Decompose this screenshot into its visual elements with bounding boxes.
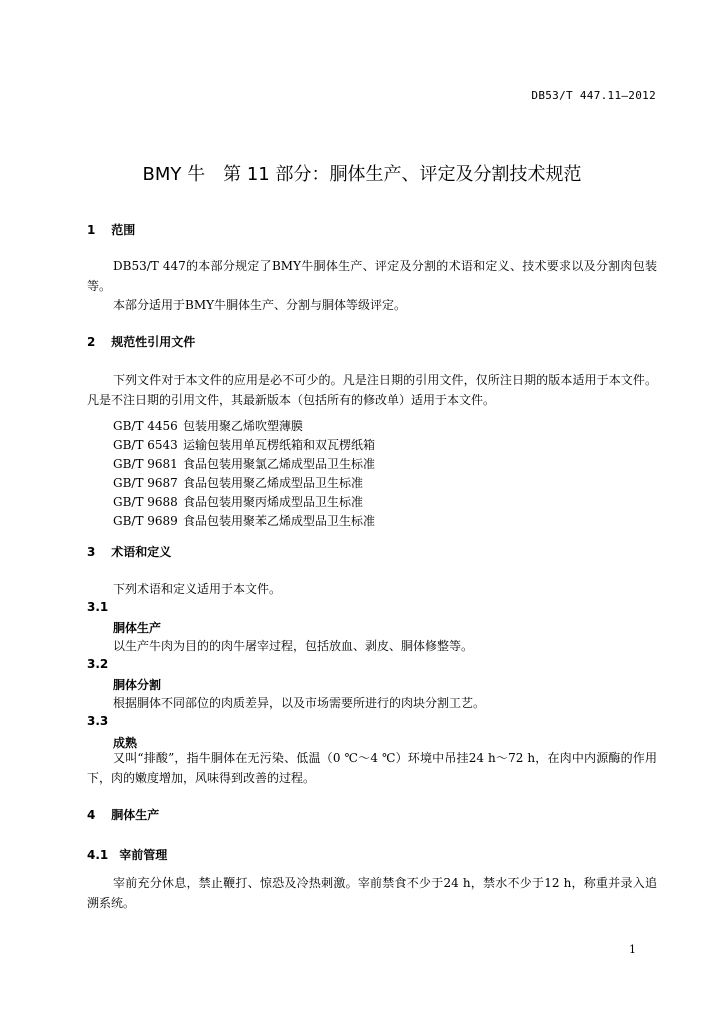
section-number: 1 xyxy=(87,223,96,237)
term-definition: 以生产牛肉为目的的肉牛屠宰过程，包括放血、剥皮、胴体修整等。 xyxy=(113,639,474,653)
reference-name: 包装用聚乙烯吹塑薄膜 xyxy=(183,419,304,433)
section-2-paragraph-1: 下列文件对于本文件的应用是必不可少的。凡是注日期的引用文件，仅所注日期的版本适用于本文件。凡是不注日期的引用文件，其最新版本（包括所有的修改单）适用于本文件。 xyxy=(87,373,657,407)
term-definition: 根据胴体不同部位的肉质差异，以及市场需要所进行的肉块分割工艺。 xyxy=(113,696,486,710)
reference-list xyxy=(113,417,375,531)
section-title: 范围 xyxy=(111,223,136,237)
document-code: DB53/T 447.11—2012 xyxy=(531,89,656,102)
reference-item xyxy=(113,455,375,474)
reference-name: 食品包装用聚乙烯成型品卫生标准 xyxy=(183,476,364,490)
reference-name: 运输包装用单瓦楞纸箱和双瓦楞纸箱 xyxy=(183,438,376,452)
subsection-title: 宰前管理 xyxy=(119,848,168,862)
section-1-paragraph-2: 本部分适用于BMY牛胴体生产、分割与胴体等级评定。 xyxy=(113,298,407,312)
section-2-heading xyxy=(87,333,195,350)
reference-code: GB/T 4456 xyxy=(113,419,178,433)
document-title: BMY 牛 第 11 部分：胴体生产、评定及分割技术规范 xyxy=(142,164,582,185)
section-3-heading xyxy=(87,543,171,560)
section-number: 3 xyxy=(87,545,96,559)
reference-code: GB/T 9688 xyxy=(113,495,178,509)
page-number: 1 xyxy=(629,943,636,956)
section-title: 胴体生产 xyxy=(111,808,160,822)
reference-item xyxy=(113,417,375,436)
term-number: 3.3 xyxy=(87,714,109,728)
section-title: 规范性引用文件 xyxy=(111,335,196,349)
section-1-heading xyxy=(87,221,135,238)
term-number: 3.2 xyxy=(87,657,109,671)
section-1-paragraph-1: DB53/T 447的本部分规定了BMY牛胴体生产、评定及分割的术语和定义、技术要求以及分割肉包装等。 xyxy=(87,259,657,293)
reference-item xyxy=(113,474,375,493)
term-name: 胴体分割 xyxy=(113,678,162,692)
term-name: 胴体生产 xyxy=(113,621,162,635)
section-3-intro: 下列术语和定义适用于本文件。 xyxy=(113,582,282,596)
reference-code: GB/T 9689 xyxy=(113,514,178,528)
section-number: 2 xyxy=(87,335,96,349)
reference-name: 食品包装用聚氯乙烯成型品卫生标准 xyxy=(183,457,376,471)
section-number: 4 xyxy=(87,808,96,822)
reference-item xyxy=(113,512,375,531)
reference-name: 食品包装用聚苯乙烯成型品卫生标准 xyxy=(183,514,376,528)
section-title: 术语和定义 xyxy=(111,545,172,559)
term-definition: 又叫“排酸”，指牛胴体在无污染、低温（0 ℃～4 ℃）环境中吊挂24 h～72 h，在肉中内源酶的作用下，肉的嫩度增加，风味得到改善的过程。 xyxy=(87,751,657,785)
reference-name: 食品包装用聚丙烯成型品卫生标准 xyxy=(183,495,364,509)
term-number: 3.1 xyxy=(87,600,109,614)
subsection-4-1-paragraph: 宰前充分休息，禁止鞭打、惊恐及冷热刺激。宰前禁食不少于24 h，禁水不少于12 h，称重并录入追溯系统。 xyxy=(87,876,657,910)
reference-code: GB/T 9681 xyxy=(113,457,178,471)
reference-code: GB/T 6543 xyxy=(113,438,178,452)
subsection-number: 4.1 xyxy=(87,848,109,862)
section-4-heading xyxy=(87,806,159,823)
reference-item xyxy=(113,493,375,512)
reference-item xyxy=(113,436,375,455)
term-name: 成熟 xyxy=(113,736,138,750)
subsection-4-1-heading xyxy=(87,846,167,863)
reference-code: GB/T 9687 xyxy=(113,476,178,490)
